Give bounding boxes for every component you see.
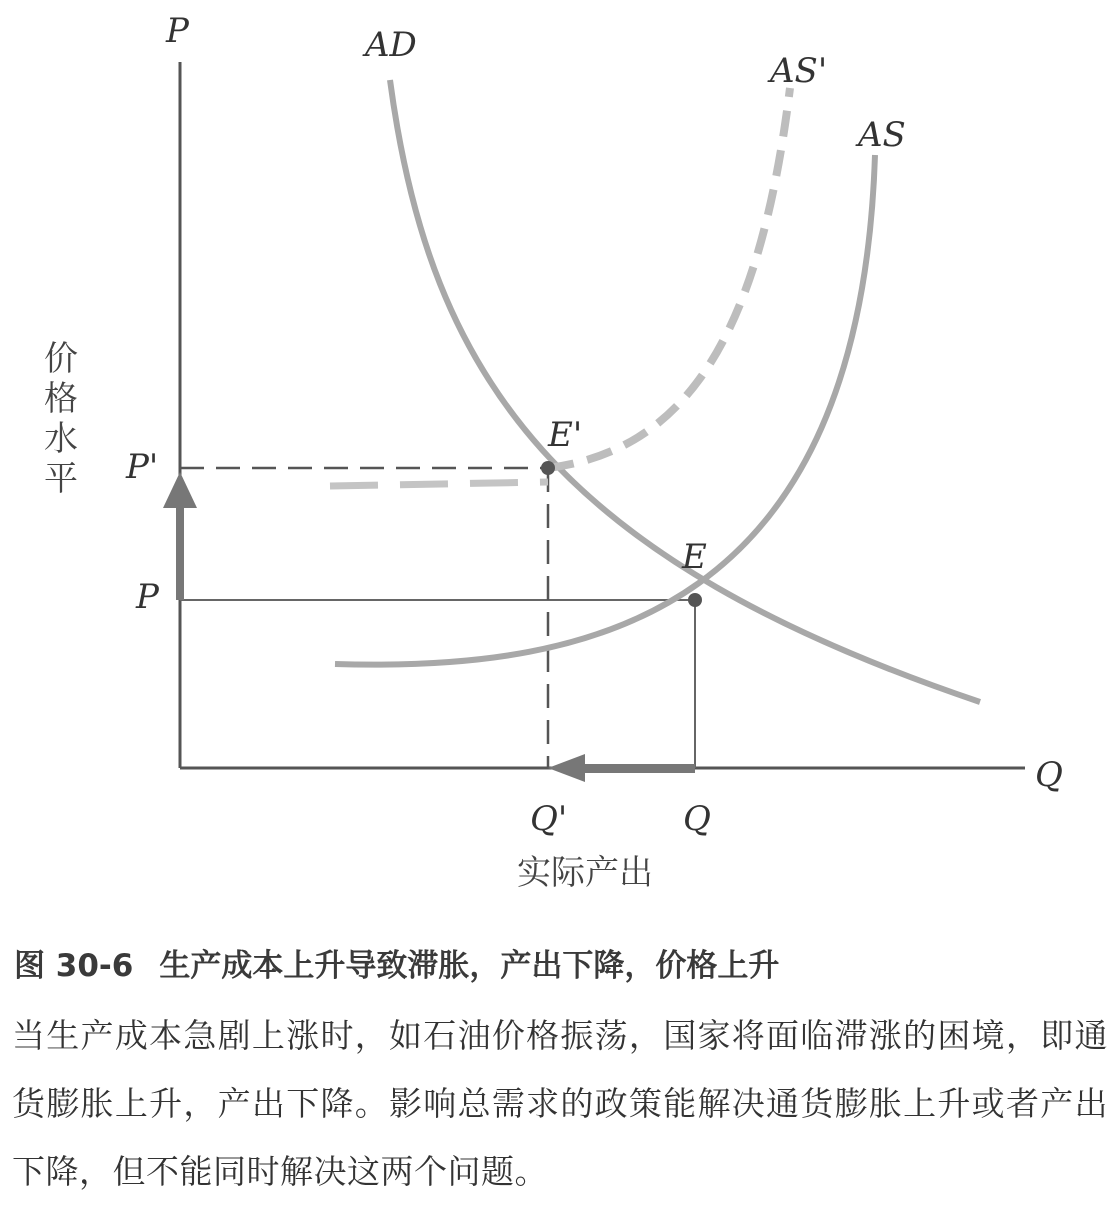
as-curve <box>335 155 875 665</box>
x-axis-letter: Q <box>1035 755 1063 795</box>
y-axis-letter: P <box>166 11 189 51</box>
as-prime-tail <box>330 482 548 486</box>
y-axis-title-char-1: 价 <box>44 339 78 379</box>
y-axis-title-char-2: 格 <box>44 379 78 419</box>
figure-title: 生产成本上升导致滞胀，产出下降，价格上升 <box>159 948 780 984</box>
point-e-prime-label: E' <box>548 415 583 455</box>
figure-caption <box>14 940 1114 985</box>
tick-label-q: Q <box>683 799 711 839</box>
output-arrow-head <box>548 754 585 782</box>
point-e-label: E <box>682 537 707 577</box>
price-arrow-shaft <box>176 505 184 600</box>
figure-number: 图 30-6 <box>14 948 134 984</box>
as-prime-curve-label: AS' <box>770 51 828 91</box>
tick-label-p: P <box>136 577 159 617</box>
figure-description: 当生产成本急剧上涨时，如石油价格振荡，国家将面临滞涨的困境，即通货膨胀上升，产出下降。影响总需求的政策能解决通货膨胀上升或者产出下降，但不能同时解决这两个问题。 <box>12 1016 1108 1191</box>
point-e <box>688 593 702 607</box>
ad-curve <box>390 80 980 702</box>
price-arrow-head <box>163 472 197 508</box>
point-e-prime <box>541 461 555 475</box>
as-curve-label: AS <box>858 115 906 155</box>
ad-curve-label: AD <box>365 25 417 65</box>
y-axis-title-char-4: 平 <box>44 459 78 499</box>
as-prime-curve <box>548 88 790 468</box>
tick-label-q-prime: Q' <box>530 799 568 839</box>
output-arrow-shaft <box>580 764 695 773</box>
tick-label-p-prime: P' <box>126 447 159 487</box>
x-axis-title: 实际产出 <box>517 853 653 893</box>
y-axis-title-char-3: 水 <box>44 419 78 459</box>
